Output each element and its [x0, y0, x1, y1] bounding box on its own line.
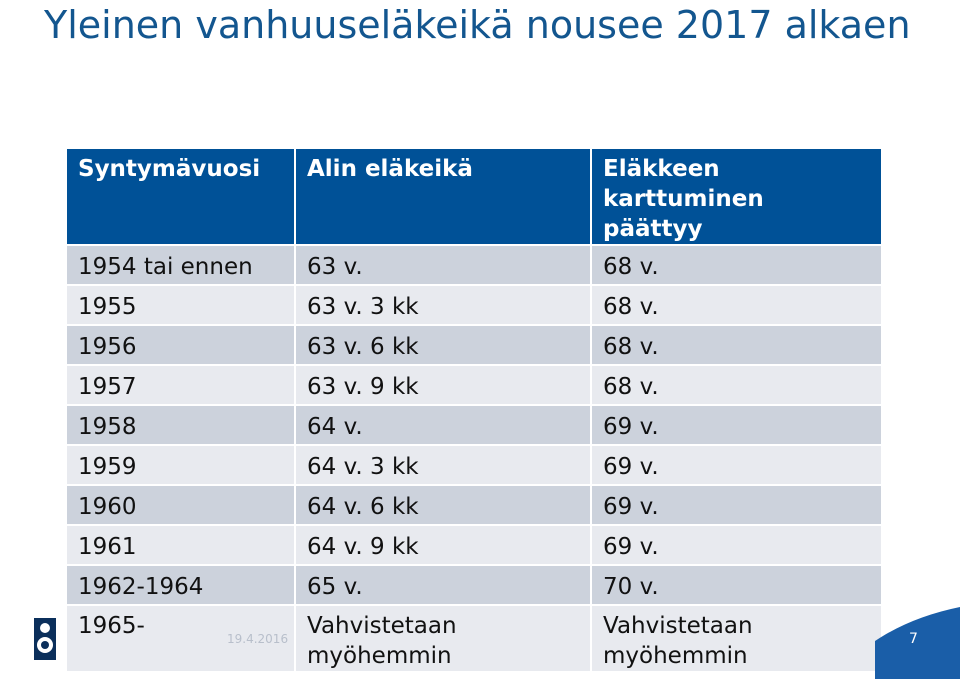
- cell-min-age: 64 v. 9 kk: [295, 525, 591, 565]
- logo-mark-icon: [28, 612, 88, 664]
- cell-min-age: 63 v.: [295, 245, 591, 285]
- cell-accrual-end: 68 v.: [591, 245, 881, 285]
- cell-birth-year: 1959: [67, 445, 295, 485]
- cell-birth-year: 1956: [67, 325, 295, 365]
- organization-logo: [28, 612, 88, 664]
- header-min-retirement-age: Alin eläkeikä: [295, 149, 591, 245]
- cell-min-age: 63 v. 3 kk: [295, 285, 591, 325]
- header-accrual-ends: Eläkkeen karttuminen päättyy: [591, 149, 881, 245]
- table-row: [67, 485, 881, 525]
- cell-min-age: 64 v.: [295, 405, 591, 445]
- table-row: [67, 405, 881, 445]
- cell-accrual-end: Vahvistetaan myöhemmin: [591, 605, 881, 671]
- cell-min-age: 64 v. 3 kk: [295, 445, 591, 485]
- cell-min-age: Vahvistetaan myöhemmin: [295, 605, 591, 671]
- page-number: 7: [909, 631, 918, 647]
- cell-min-age: 63 v. 9 kk: [295, 365, 591, 405]
- cell-birth-year: 1962-1964: [67, 565, 295, 605]
- cell-birth-year: 1965-: [67, 605, 295, 671]
- table-row: [67, 245, 881, 285]
- cell-accrual-end: 69 v.: [591, 485, 881, 525]
- slide-date: 19.4.2016: [227, 632, 289, 646]
- slide-title: Yleinen vanhuuseläkeikä nousee 2017 alkaen: [44, 3, 911, 47]
- cell-min-age: 63 v. 6 kk: [295, 325, 591, 365]
- retirement-age-table: [67, 149, 881, 671]
- cell-accrual-end: 69 v.: [591, 445, 881, 485]
- cell-accrual-end: 68 v.: [591, 325, 881, 365]
- cell-birth-year: 1954 tai ennen: [67, 245, 295, 285]
- cell-accrual-end: 68 v.: [591, 285, 881, 325]
- cell-min-age: 65 v.: [295, 565, 591, 605]
- cell-accrual-end: 70 v.: [591, 565, 881, 605]
- cell-birth-year: 1955: [67, 285, 295, 325]
- cell-accrual-end: 69 v.: [591, 525, 881, 565]
- table-row: [67, 565, 881, 605]
- table-row: [67, 605, 881, 671]
- cell-accrual-end: 69 v.: [591, 405, 881, 445]
- table-row: [67, 285, 881, 325]
- table-row: [67, 525, 881, 565]
- header-birth-year: Syntymävuosi: [67, 149, 295, 245]
- table-row: [67, 365, 881, 405]
- cell-birth-year: 1958: [67, 405, 295, 445]
- cell-birth-year: 1957: [67, 365, 295, 405]
- cell-min-age: 64 v. 6 kk: [295, 485, 591, 525]
- cell-birth-year: 1961: [67, 525, 295, 565]
- cell-birth-year: 1960: [67, 485, 295, 525]
- table-header-row: [67, 149, 881, 245]
- table-row: [67, 445, 881, 485]
- table-row: [67, 325, 881, 365]
- cell-accrual-end: 68 v.: [591, 365, 881, 405]
